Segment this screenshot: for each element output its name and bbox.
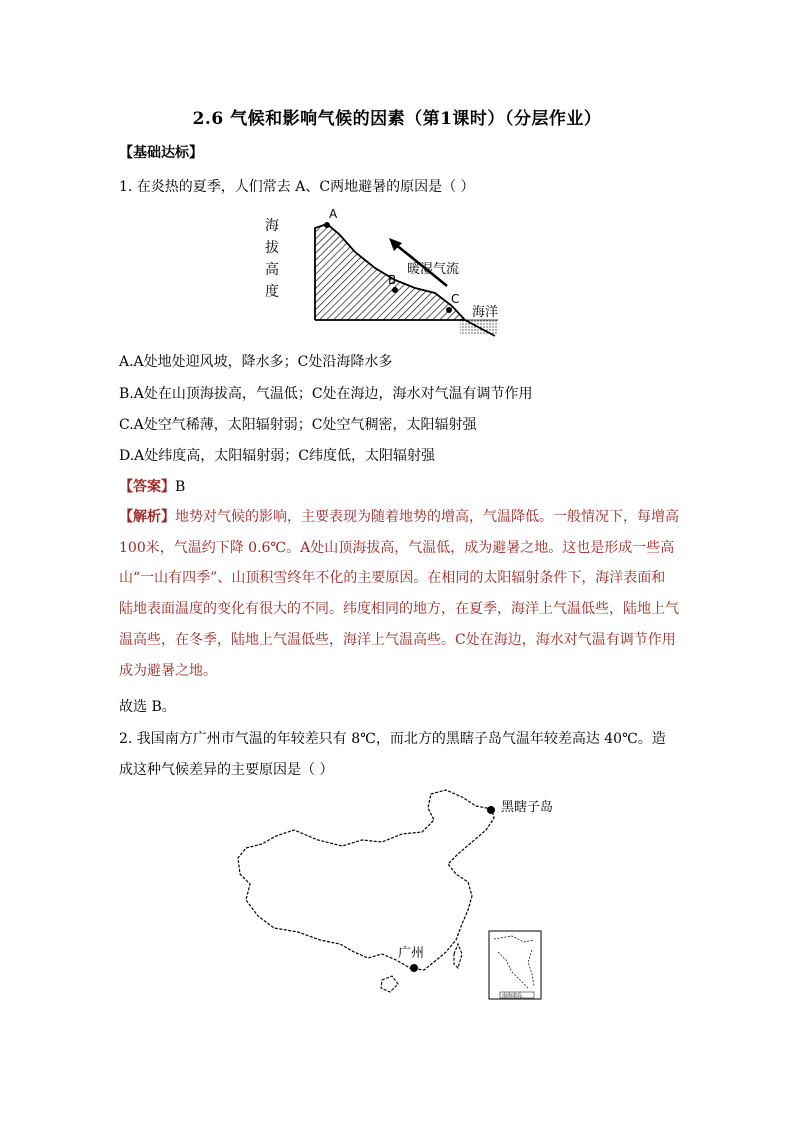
- south-china-sea-inset: [489, 931, 541, 999]
- y-axis-char: 海: [265, 218, 279, 234]
- option-d: D.A处纬度高，太阳辐射弱；C纬度低，太阳辐射强: [119, 448, 435, 464]
- heixiazi-island-label: 黑瞎子岛: [501, 800, 554, 815]
- heixiazi-island-marker: [487, 806, 495, 814]
- ocean-label: 海洋: [472, 305, 499, 320]
- page-title: 2.6 气候和影响气候的因素（第1课时）（分层作业）: [192, 109, 602, 129]
- answer-line: [119, 477, 185, 497]
- china-map-figure: [232, 784, 562, 1006]
- analysis-label: 【解析】: [119, 509, 175, 525]
- y-axis-label: [265, 218, 279, 300]
- answer-label: 【答案】: [119, 479, 175, 495]
- china-outline: [238, 790, 494, 970]
- terrain-area: [315, 224, 495, 336]
- section-heading: 【基础达标】: [119, 145, 203, 161]
- y-axis-char: 高: [265, 262, 279, 278]
- answer-value: B: [175, 479, 186, 495]
- airflow-label: 暖湿气流: [407, 262, 460, 277]
- analysis-text: 地势对气候的影响，主要表现为随着地势的增高，气温降低。一般情况下，每增高 100米，气温约下降 0.6℃。A处山顶海拔高，气温低，成为避暑之地。这也是形成一些高山“一山有四季”、山顶积雪终年不化的主要原因。在相同的太阳辐射条件下，海洋表面和陆地表面温度的变化有很大的不同。纬度相同的地方，在夏季，海洋上气温低些，陆地上气温高些，在冬季，陆地上气温低些，海洋上气温高些。C处在海边，海水对气温有调节作用成为避暑之地。: [119, 509, 679, 679]
- taiwan-island: [454, 944, 462, 968]
- ocean-area: [460, 320, 498, 334]
- y-axis-char: 度: [265, 284, 279, 300]
- terrain-profile-figure: [255, 200, 525, 350]
- option-b: B.A处在山顶海拔高，气温低；C处在海边，海水对气温有调节作用: [119, 386, 533, 402]
- guangzhou-label: 广州: [398, 946, 425, 961]
- point-a-label: A: [329, 207, 338, 221]
- point-b-marker: [392, 287, 398, 293]
- point-c-marker: [446, 307, 452, 313]
- analysis-paragraph: [119, 502, 679, 686]
- point-b-label: B: [388, 273, 397, 287]
- question-1-stem: 1. 在炎热的夏季，人们常去 A、C两地避暑的原因是（ ）: [119, 179, 475, 195]
- point-c-label: C: [451, 292, 460, 306]
- inset-label: 南海诸岛: [502, 993, 523, 999]
- hainan-island: [381, 976, 398, 992]
- question-2-stem: 2. 我国南方广州市气温的年较差只有 8℃，而北方的黑瞎子岛气温年较差高达 40℃。造成这种气候差异的主要原因是（ ）: [119, 731, 666, 778]
- conclusion-text: 故选 B。: [119, 699, 176, 715]
- guangzhou-marker: [410, 964, 418, 972]
- option-c: C.A处空气稀薄，太阳辐射弱；C处空气稠密，太阳辐射强: [119, 417, 477, 433]
- y-axis-char: 拔: [265, 240, 279, 256]
- point-a-marker: [324, 222, 330, 228]
- option-a: A.A处地处迎风坡，降水多；C处沿海降水多: [119, 354, 393, 370]
